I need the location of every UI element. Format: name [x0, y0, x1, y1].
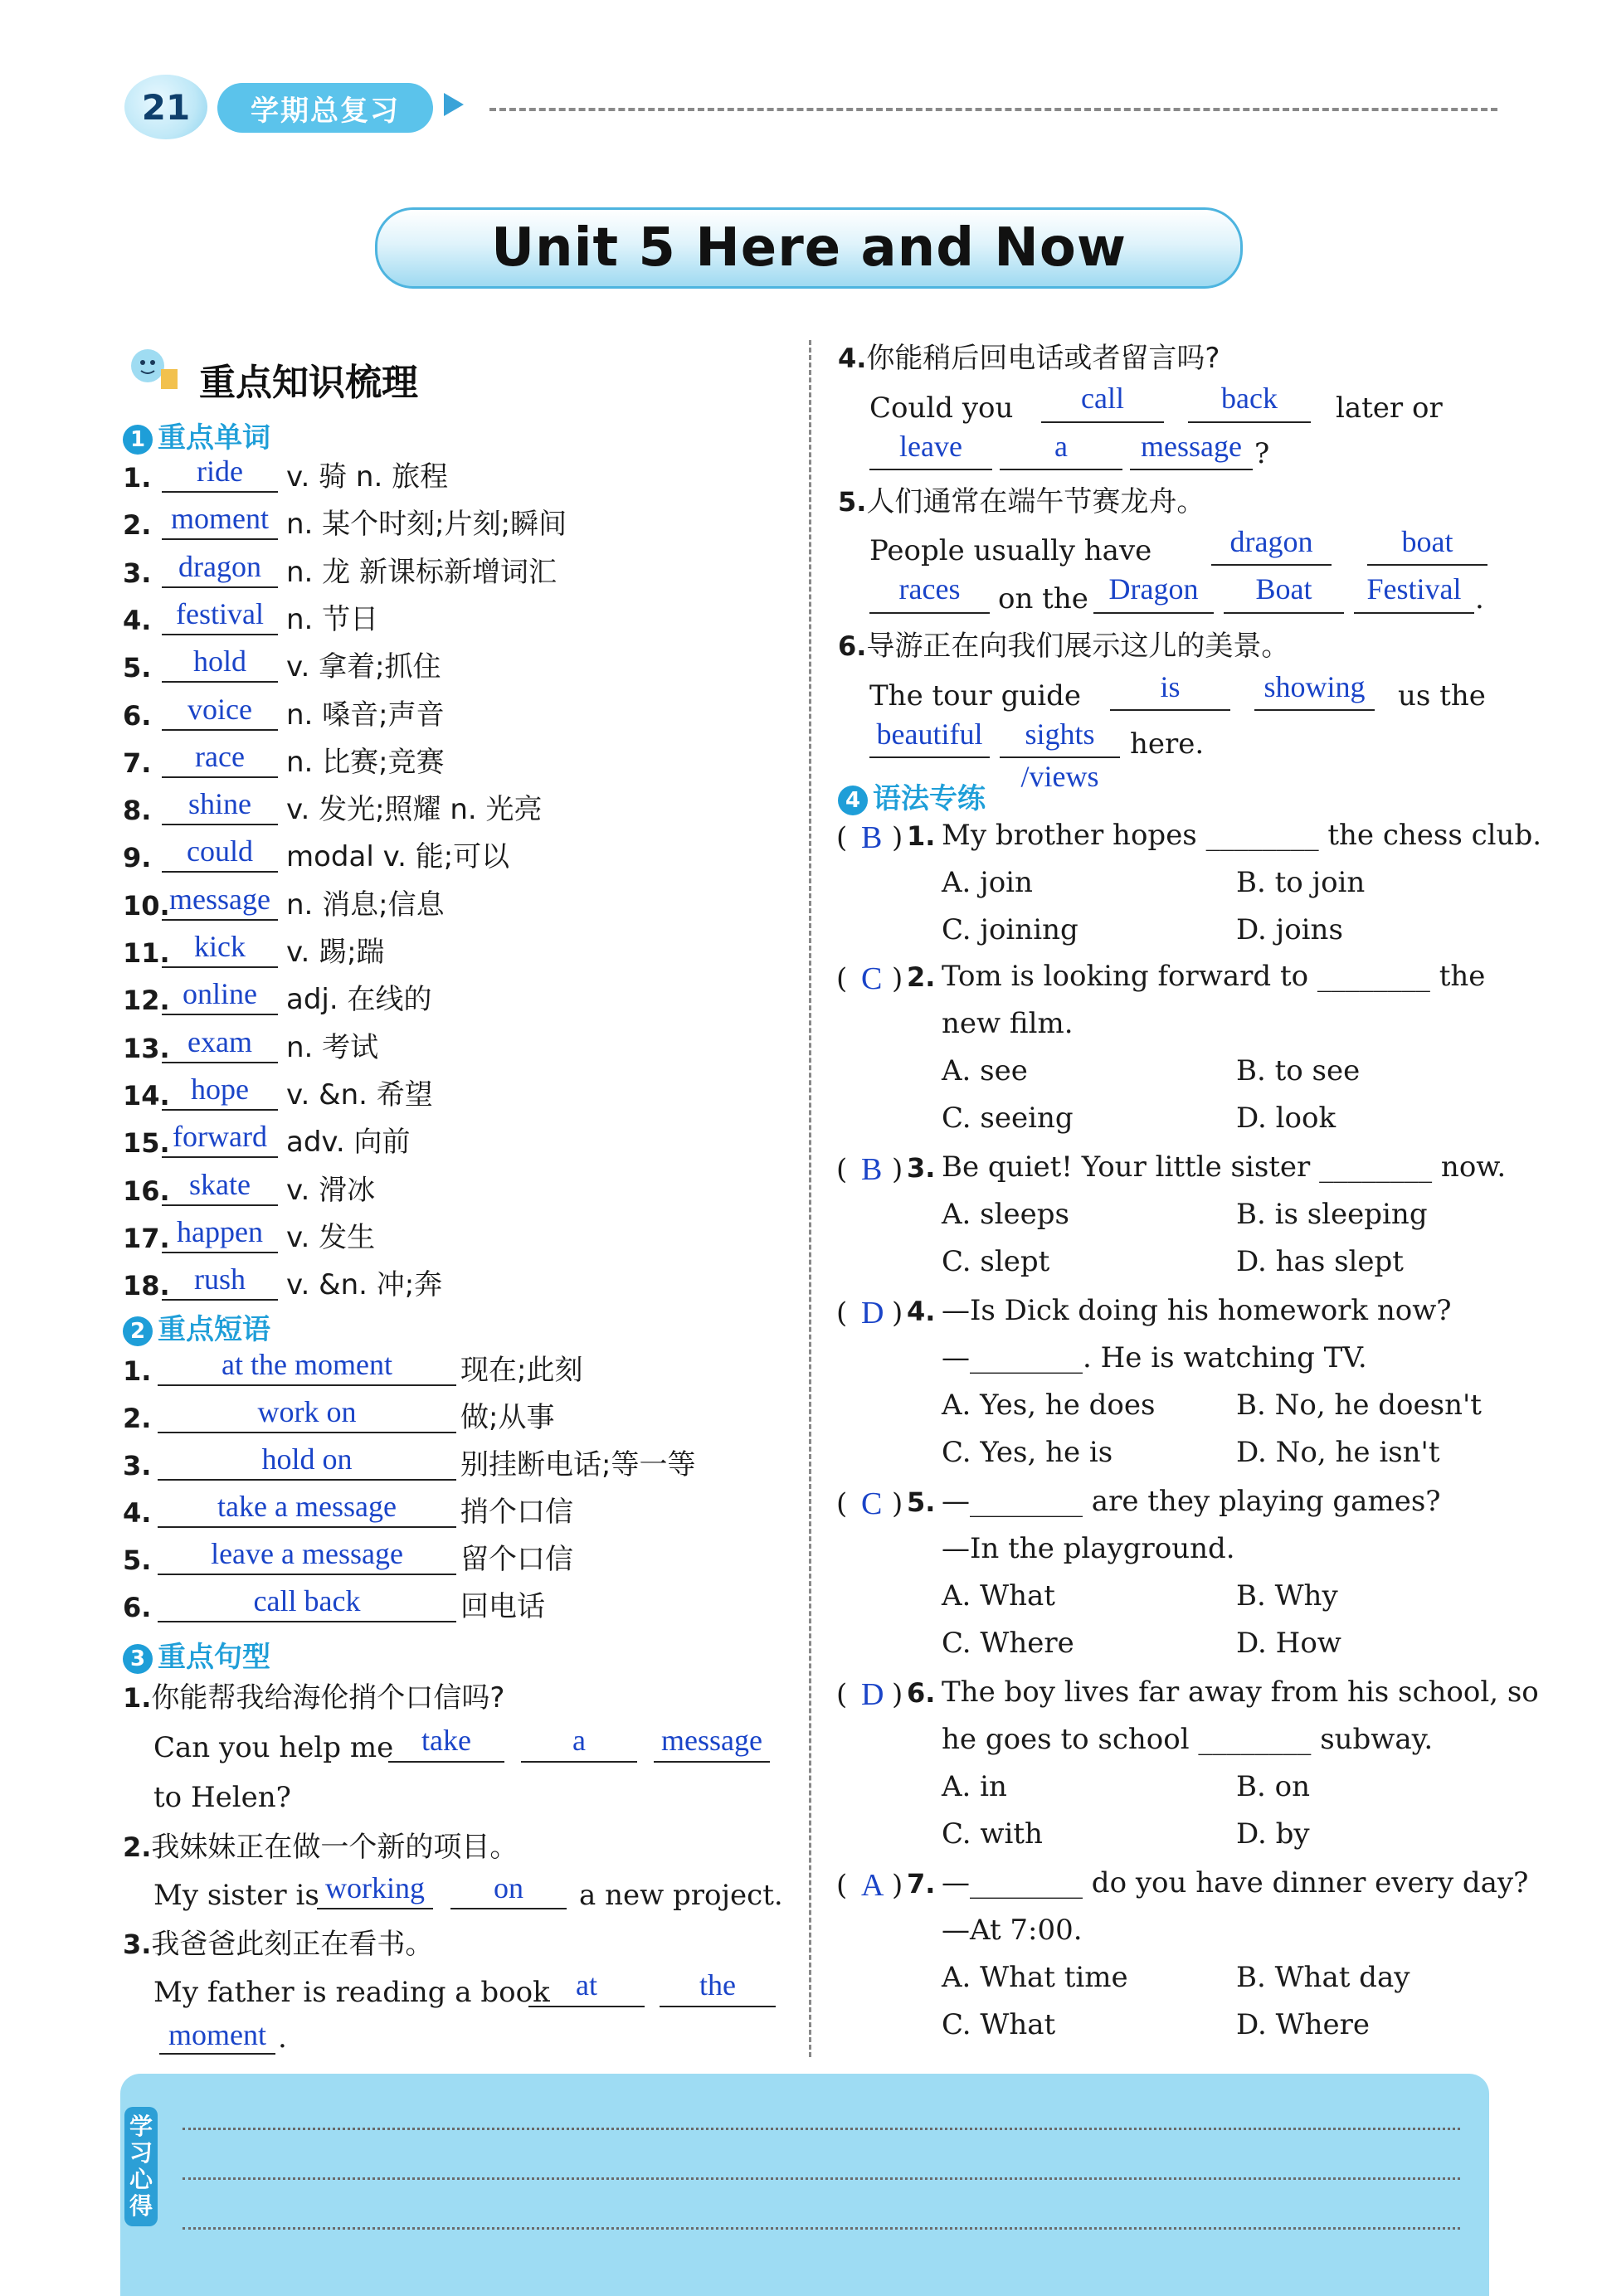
paren-open: ( — [836, 821, 848, 854]
vocab-number: 18. — [123, 1270, 170, 1301]
option-d: D. No, he isn't — [1236, 1436, 1440, 1469]
option-d: D. by — [1236, 1817, 1310, 1851]
answer-text: beautiful — [876, 718, 983, 751]
phrases-heading-number: 2 — [123, 1316, 153, 1346]
sentence-5-prompt — [838, 485, 1205, 518]
option-a: A. What time — [942, 1961, 1128, 1994]
phrase-blank — [158, 1432, 456, 1433]
phrases-heading-text: 重点短语 — [158, 1313, 270, 1346]
sentence-1-prompt — [123, 1681, 505, 1715]
vocab-answer: online — [183, 977, 257, 1010]
vocab-definition: v. 拿着;抓住 — [286, 650, 441, 683]
vocab-answer: rush — [194, 1262, 246, 1296]
paren-close: ) — [892, 821, 903, 854]
option-b: B. is sleeping — [1236, 1198, 1428, 1231]
phrase-definition: 捎个口信 — [460, 1496, 573, 1529]
phrase-number: 5. — [123, 1544, 152, 1576]
answer-text: the — [699, 1968, 736, 2002]
answer-blank — [660, 2006, 776, 2007]
answer-blank — [388, 1761, 504, 1763]
page-number: 21 — [141, 86, 191, 128]
vocab-number: 11. — [123, 937, 170, 969]
answer-blank — [869, 612, 990, 614]
answer-blank — [521, 1761, 637, 1763]
vocab-answer: dragon — [178, 550, 261, 583]
vocab-number: 10. — [123, 890, 170, 922]
vocab-blank — [162, 1062, 278, 1063]
phrase-answer: at the moment — [222, 1348, 392, 1381]
sentence-5-pre: People usually have — [869, 534, 1152, 567]
vocab-definition: v. &n. 冲;奔 — [286, 1268, 443, 1301]
choice-answer: A — [861, 1868, 884, 1903]
paren-close: ) — [892, 1296, 903, 1330]
answer-blank — [159, 2053, 275, 2055]
option-a: A. join — [942, 866, 1033, 899]
choice-answer: C — [861, 1486, 883, 1521]
vocab-blank — [162, 586, 278, 588]
option-b: B. to see — [1236, 1054, 1361, 1087]
question-stem: Tom is looking forward to ________ the — [942, 960, 1486, 993]
option-b: B. What day — [1236, 1961, 1410, 1994]
question-stem: —________ do you have dinner every day? — [942, 1866, 1529, 1900]
option-b: B. Why — [1236, 1579, 1338, 1613]
question-number: 7. — [907, 1868, 936, 1900]
option-c: C. seeing — [942, 1102, 1074, 1135]
header-divider — [489, 108, 1497, 111]
question-number: 5. — [907, 1486, 936, 1518]
vocab-blank — [162, 871, 278, 873]
unit-title-banner — [375, 207, 1243, 289]
choice-answer: C — [861, 961, 883, 996]
paren-close: ) — [892, 1678, 903, 1711]
vocab-number: 3. — [123, 557, 152, 589]
answer-text: on — [494, 1871, 523, 1904]
sentence-chinese: 导游正在向我们展示这儿的美景。 — [866, 630, 1290, 663]
vocab-answer: happen — [177, 1215, 263, 1248]
sentence-chinese: 我妹妹正在做一个新的项目。 — [151, 1831, 519, 1864]
phrase-number: 4. — [123, 1497, 152, 1529]
paren-open: ( — [836, 962, 848, 995]
paren-open: ( — [836, 1869, 848, 1902]
option-d: D. How — [1236, 1627, 1341, 1660]
phrase-definition: 别挂断电话;等一等 — [460, 1448, 696, 1481]
vocab-definition: v. 发生 — [286, 1221, 376, 1254]
sentence-3-prompt — [123, 1928, 434, 1961]
sentence-number: 2. — [123, 1831, 152, 1863]
vocab-blank — [162, 1014, 278, 1015]
vocab-answer: shine — [188, 787, 251, 820]
question-stem-line2: —In the playground. — [942, 1532, 1235, 1565]
vocab-blank — [162, 491, 278, 493]
option-d: D. Where — [1236, 2008, 1371, 2041]
phrase-blank — [158, 1621, 456, 1622]
vocab-definition: adv. 向前 — [286, 1126, 411, 1159]
option-a: A. What — [942, 1579, 1055, 1613]
answer-blank — [450, 1908, 567, 1909]
vocab-heading-number: 1 — [123, 425, 153, 455]
page-number-badge — [124, 75, 207, 139]
phrase-number: 3. — [123, 1450, 152, 1481]
sentence-4-mid: later or — [1336, 392, 1443, 425]
answer-blank — [528, 2006, 645, 2007]
vocab-answer: exam — [187, 1025, 252, 1058]
vocab-number: 9. — [123, 842, 152, 873]
column-divider — [809, 340, 811, 2057]
phrase-definition: 做;从事 — [460, 1401, 555, 1434]
choice-answer: D — [861, 1677, 884, 1712]
vocab-definition: v. 滑冰 — [286, 1174, 376, 1207]
question-number: 4. — [907, 1296, 936, 1327]
section-heading: 重点知识梳理 — [199, 362, 418, 404]
answer-blank — [1367, 564, 1487, 566]
option-c: C. What — [942, 2008, 1056, 2041]
sentence-3-post: . — [278, 2021, 287, 2055]
vocab-definition: n. 节日 — [286, 603, 379, 636]
phrase-number: 6. — [123, 1592, 152, 1623]
vocab-blank — [162, 1299, 278, 1301]
vocab-answer: moment — [171, 502, 269, 535]
vocab-number: 12. — [123, 985, 170, 1016]
vocab-definition: modal v. 能;可以 — [286, 840, 510, 873]
vocab-blank — [162, 538, 278, 540]
sentence-5-post: . — [1475, 582, 1484, 615]
option-a: A. in — [942, 1770, 1007, 1803]
sentence-2-pre: My sister is — [153, 1879, 319, 1912]
option-d: D. joins — [1236, 913, 1343, 946]
vocab-number: 17. — [123, 1223, 170, 1254]
sentence-6-mid: us the — [1398, 679, 1486, 713]
answer-blank — [1254, 709, 1375, 711]
vocab-definition: v. 骑 n. 旅程 — [286, 460, 449, 494]
answer-text: is — [1160, 670, 1181, 703]
sentence-number: 4. — [838, 343, 867, 374]
option-b: B. to join — [1236, 866, 1366, 899]
phrase-answer: hold on — [261, 1442, 353, 1476]
sentence-2-prompt — [123, 1831, 519, 1864]
vocab-answer: voice — [187, 693, 252, 726]
answer-blank — [654, 1761, 770, 1763]
vocab-blank — [162, 824, 278, 825]
sentences-heading — [123, 1634, 270, 1675]
answer-blank — [1000, 756, 1120, 758]
sentence-6-pre: The tour guide — [869, 679, 1082, 713]
question-stem-line2: new film. — [942, 1007, 1074, 1040]
sentence-4-pre: Could you — [869, 392, 1014, 425]
sentence-3-pre: My father is reading a book — [153, 1976, 550, 2009]
answer-text: Festival — [1366, 572, 1462, 606]
answer-text: showing — [1263, 670, 1366, 703]
paren-open: ( — [836, 1153, 848, 1186]
paren-close: ) — [892, 1153, 903, 1186]
vocab-definition: n. 考试 — [286, 1031, 379, 1064]
vocab-blank — [162, 1156, 278, 1158]
answer-blank — [1130, 469, 1253, 470]
vocab-blank — [162, 1109, 278, 1111]
vocab-blank — [162, 634, 278, 635]
option-b: B. No, he doesn't — [1236, 1389, 1482, 1422]
vocab-answer: hope — [191, 1073, 249, 1106]
vocab-number: 8. — [123, 795, 152, 826]
sentence-chinese: 人们通常在端午节赛龙舟。 — [866, 485, 1205, 518]
vocab-number: 2. — [123, 509, 152, 541]
answer-text: sights — [1025, 718, 1095, 751]
sentence-4-post: ? — [1254, 437, 1270, 470]
question-stem: Be quiet! Your little sister ________ now. — [942, 1150, 1507, 1184]
vocab-answer: race — [195, 740, 245, 773]
answer-text: Dragon — [1108, 572, 1199, 606]
paren-open: ( — [836, 1487, 848, 1520]
vocab-heading — [123, 415, 270, 455]
sentence-chinese: 你能帮我给海伦捎个口信吗? — [151, 1681, 505, 1715]
notes-line — [183, 2128, 1460, 2130]
vocab-number: 14. — [123, 1080, 170, 1112]
vocab-blank — [162, 1252, 278, 1253]
answer-blank — [1110, 709, 1230, 711]
option-c: C. slept — [942, 1245, 1050, 1278]
question-stem-line2: he goes to school ________ subway. — [942, 1723, 1434, 1756]
choice-answer: D — [861, 1296, 884, 1330]
phrase-blank — [158, 1526, 456, 1528]
paren-close: ) — [892, 962, 903, 995]
phrase-answer: call back — [253, 1584, 361, 1617]
answer-text: call — [1081, 382, 1124, 415]
sentences-heading-text: 重点句型 — [158, 1641, 270, 1674]
vocab-answer: kick — [194, 930, 246, 963]
phrase-blank — [158, 1479, 456, 1481]
paren-open: ( — [836, 1678, 848, 1711]
option-a: A. sleeps — [942, 1198, 1069, 1231]
notes-line — [183, 2177, 1460, 2180]
answer-blank — [1093, 612, 1214, 614]
question-stem-line2: —At 7:00. — [942, 1914, 1083, 1947]
answer-blank — [869, 756, 990, 758]
vocab-number: 6. — [123, 700, 152, 732]
phrase-blank — [158, 1384, 456, 1386]
grammar-heading-text: 语法专练 — [873, 782, 986, 815]
phrase-number: 2. — [123, 1403, 152, 1434]
answer-blank — [1188, 421, 1311, 423]
sentence-5-mid: on the — [998, 582, 1088, 615]
answer-text: a — [1054, 430, 1068, 463]
answer-text: dragon — [1229, 525, 1313, 558]
vocab-definition: n. 某个时刻;片刻;瞬间 — [286, 508, 567, 541]
question-stem-line2: —________. He is watching TV. — [942, 1341, 1367, 1374]
question-stem: —________ are they playing games? — [942, 1485, 1441, 1518]
vocab-number: 7. — [123, 747, 152, 779]
phrase-answer: leave a message — [211, 1537, 403, 1570]
vocab-number: 5. — [123, 652, 152, 683]
vocab-definition: v. &n. 希望 — [286, 1078, 433, 1112]
vocab-definition: adj. 在线的 — [286, 983, 432, 1016]
sentence-number: 3. — [123, 1929, 152, 1960]
vocab-definition: n. 消息;信息 — [286, 888, 445, 922]
vocab-blank — [162, 776, 278, 778]
question-stem: The boy lives far away from his school, so — [942, 1676, 1539, 1709]
sentence-4-prompt — [838, 342, 1220, 375]
vocab-blank — [162, 729, 278, 731]
sentence-2-post: a new project. — [579, 1879, 783, 1912]
sentence-number: 5. — [838, 486, 867, 518]
answer-text: working — [325, 1871, 425, 1904]
study-notes-box — [120, 2074, 1489, 2296]
phrases-heading — [123, 1306, 270, 1347]
answer-text: races — [898, 572, 961, 606]
answer-text: moment — [168, 2018, 266, 2051]
vocab-number: 1. — [123, 462, 152, 494]
option-b: B. on — [1236, 1770, 1310, 1803]
vocab-definition: v. 发光;照耀 n. 光亮 — [286, 793, 543, 826]
arrow-right-icon — [444, 93, 464, 116]
option-c: C. with — [942, 1817, 1043, 1851]
phrase-definition: 留个口信 — [460, 1543, 573, 1576]
answer-text: leave — [899, 430, 962, 463]
vocab-heading-text: 重点单词 — [158, 421, 270, 455]
option-c: C. Yes, he is — [942, 1436, 1113, 1469]
vocab-definition: n. 嗓音;声音 — [286, 698, 445, 732]
question-number: 2. — [907, 961, 936, 993]
vocab-number: 15. — [123, 1127, 170, 1159]
choice-answer: B — [861, 820, 883, 855]
option-c: C. joining — [942, 913, 1078, 946]
vocab-answer: could — [187, 834, 253, 868]
sentence-chinese: 我爸爸此刻正在看书。 — [151, 1928, 434, 1961]
option-a: A. see — [942, 1054, 1028, 1087]
answer-blank — [869, 469, 992, 470]
question-number: 3. — [907, 1152, 936, 1184]
answer-blank — [1000, 469, 1122, 470]
vocab-definition: n. 龙 新课标新增词汇 — [286, 556, 557, 589]
study-notes-label: 学习心得 — [124, 2107, 158, 2226]
sentence-1-pre: Can you help me — [153, 1731, 394, 1764]
sentence-chinese: 你能稍后回电话或者留言吗? — [866, 342, 1220, 375]
phrase-blank — [158, 1574, 456, 1575]
phrase-definition: 回电话 — [460, 1590, 545, 1623]
vocab-number: 16. — [123, 1175, 170, 1207]
vocab-answer: skate — [189, 1168, 251, 1201]
mascot-icon — [124, 344, 183, 397]
answer-blank — [317, 1908, 433, 1909]
vocab-blank — [162, 1204, 278, 1206]
answer-text: take — [421, 1724, 471, 1757]
vocab-definition: n. 比赛;竞赛 — [286, 746, 445, 779]
answer-blank — [1041, 421, 1164, 423]
paren-close: ) — [892, 1869, 903, 1902]
vocab-answer: hold — [192, 645, 246, 678]
answer-text: Boat — [1255, 572, 1312, 606]
option-a: A. Yes, he does — [942, 1389, 1156, 1422]
answer-blank — [1211, 564, 1332, 566]
answer-blank — [1224, 612, 1344, 614]
phrase-definition: 现在;此刻 — [460, 1354, 583, 1387]
question-stem: My brother hopes ________ the chess club. — [942, 819, 1542, 852]
paren-open: ( — [836, 1296, 848, 1330]
option-d: D. look — [1236, 1102, 1337, 1135]
phrase-answer: work on — [257, 1395, 357, 1428]
answer-alt-text: /views — [1020, 760, 1099, 793]
answer-text: message — [661, 1724, 762, 1757]
vocab-definition: v. 踢;踹 — [286, 936, 385, 969]
answer-blank — [1354, 612, 1474, 614]
question-number: 6. — [907, 1677, 936, 1709]
answer-text: a — [572, 1724, 586, 1757]
phrase-number: 1. — [123, 1355, 152, 1387]
sentence-number: 1. — [123, 1682, 152, 1714]
answer-text: message — [1141, 430, 1242, 463]
phrase-answer: take a message — [217, 1490, 397, 1523]
grammar-heading — [838, 776, 986, 816]
sentences-heading-number: 3 — [123, 1644, 153, 1674]
vocab-answer: festival — [176, 597, 264, 630]
question-number: 1. — [907, 820, 936, 852]
notes-line — [183, 2227, 1460, 2230]
question-stem: —Is Dick doing his homework now? — [942, 1294, 1452, 1327]
unit-title: Unit 5 Here and Now — [491, 217, 1127, 279]
sentence-1-post: to Helen? — [153, 1781, 291, 1814]
vocab-number: 4. — [123, 605, 152, 636]
vocab-answer: message — [169, 883, 270, 916]
vocab-blank — [162, 681, 278, 683]
answer-text: boat — [1401, 525, 1453, 558]
grammar-heading-number: 4 — [838, 786, 868, 815]
option-d: D. has slept — [1236, 1245, 1404, 1278]
choice-answer: B — [861, 1152, 883, 1187]
vocab-blank — [162, 919, 278, 921]
answer-text: at — [576, 1968, 597, 2002]
vocab-number: 13. — [123, 1033, 170, 1064]
vocab-answer: forward — [173, 1120, 267, 1153]
option-c: C. Where — [942, 1627, 1074, 1660]
sentence-number: 6. — [838, 630, 867, 662]
sentence-6-post: here. — [1130, 727, 1205, 761]
section-pill: 学期总复习 — [217, 83, 433, 133]
vocab-blank — [162, 966, 278, 968]
answer-text: back — [1221, 382, 1278, 415]
sentence-6-prompt — [838, 630, 1290, 663]
vocab-answer: ride — [197, 455, 243, 488]
paren-close: ) — [892, 1487, 903, 1520]
